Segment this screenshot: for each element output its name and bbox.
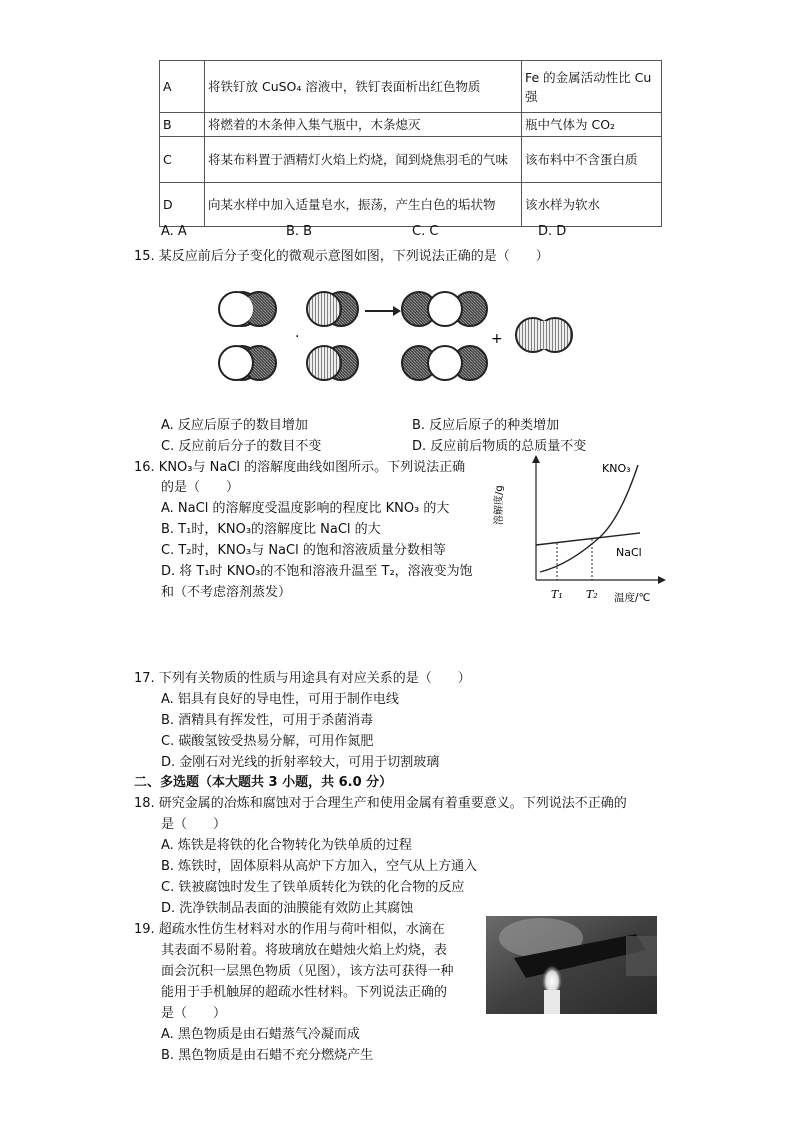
q16-option-d-cont: 和（不考虑溶剂蒸发） xyxy=(161,585,292,600)
q17-option-b[interactable]: B. 酒精具有挥发性，可用于杀菌消毒 xyxy=(161,713,374,728)
molecule-product-1 xyxy=(402,292,487,380)
reaction-arrow xyxy=(365,306,401,316)
q15-option-d[interactable]: D. 反应前后物质的总质量不变 xyxy=(412,439,587,454)
q19-option-b[interactable]: B. 黑色物质是由石蜡不充分燃烧产生 xyxy=(161,1048,374,1063)
plus-sign: · xyxy=(295,329,300,345)
table-cell-operation: 将燃着的木条伸入集气瓶中，木条熄灭 xyxy=(205,113,522,137)
table-row xyxy=(160,137,662,183)
q16-stem-cont: 的是（ ） xyxy=(161,480,240,495)
table-row xyxy=(160,113,662,137)
q18-option-c[interactable]: C. 铁被腐蚀时发生了铁单质转化为铁的化合物的反应 xyxy=(161,880,465,895)
molecule-reactant-1 xyxy=(219,292,276,380)
q15-option-c[interactable]: C. 反应前后分子的数目不变 xyxy=(161,439,322,454)
q14-option-c[interactable]: C. C xyxy=(412,224,439,239)
candle-photo xyxy=(486,916,657,1014)
table-cell-conclusion: 该水样为软水 xyxy=(522,183,662,227)
q17-stem: 17. 下列有关物质的性质与用途具有对应关系的是（ ） xyxy=(134,671,471,686)
plus-sign: + xyxy=(491,331,503,347)
q17-option-c[interactable]: C. 碳酸氢铵受热易分解，可用作氮肥 xyxy=(161,734,374,749)
legend-nacl: NaCl xyxy=(616,546,642,559)
q18-option-d[interactable]: D. 洗净铁制品表面的油膜能有效防止其腐蚀 xyxy=(161,901,414,916)
q14-option-d[interactable]: D. D xyxy=(538,224,567,239)
table-cell-id: D xyxy=(160,183,205,227)
q14-option-a[interactable]: A. A xyxy=(161,224,187,239)
q17-option-d[interactable]: D. 金刚石对光线的折射率较大，可用于切割玻璃 xyxy=(161,755,440,770)
table-cell-id: A xyxy=(160,61,205,113)
flame xyxy=(542,962,562,994)
table-cell-operation: 将铁钉放 CuSO₄ 溶液中，铁钉表面析出红色物质 xyxy=(205,61,522,113)
q19-stem-line: 能用于手机触屏的超疏水性材料。下列说法正确的 xyxy=(161,985,448,1000)
q15-option-b[interactable]: B. 反应后原子的种类增加 xyxy=(412,418,560,433)
q15-option-a[interactable]: A. 反应后原子的数目增加 xyxy=(161,418,308,433)
table-cell-conclusion: 该布料中不含蛋白质 xyxy=(522,137,662,183)
molecule-reactant-2 xyxy=(307,292,358,380)
table-cell-conclusion: Fe 的金属活动性比 Cu 强 xyxy=(522,61,662,113)
experiment-table xyxy=(159,60,662,227)
legend-kno3: KNO₃ xyxy=(602,462,631,475)
q16-option-a[interactable]: A. NaCl 的溶解度受温度影响的程度比 KNO₃ 的大 xyxy=(161,501,450,516)
solubility-chart xyxy=(494,455,670,610)
x-axis-arrow xyxy=(658,576,666,584)
q14-option-b[interactable]: B. B xyxy=(286,224,313,239)
table-row xyxy=(160,61,662,113)
q17-option-a[interactable]: A. 铝具有良好的导电性，可用于制作电线 xyxy=(161,692,399,707)
x-axis-label: 温度/℃ xyxy=(614,592,651,604)
q19-stem-line: 是（ ） xyxy=(161,1006,227,1021)
candle xyxy=(544,990,560,1014)
table-cell-id: B xyxy=(160,113,205,137)
molecule-product-2 xyxy=(516,318,572,352)
y-axis-label: 溶解度/g xyxy=(494,485,505,525)
q18-stem: 18. 研究金属的冶炼和腐蚀对于合理生产和使用金属有着重要意义。下列说法不正确的 xyxy=(134,796,627,811)
q16-option-c[interactable]: C. T₂时，KNO₃与 NaCl 的饱和溶液质量分数相等 xyxy=(161,543,446,558)
q18-option-a[interactable]: A. 炼铁是将铁的化合物转化为铁单质的过程 xyxy=(161,838,412,853)
molecule-diagram xyxy=(215,285,585,390)
q16-option-d[interactable]: D. 将 T₁时 KNO₃的不饱和溶液升温至 T₂，溶液变为饱 xyxy=(161,564,473,579)
q18-option-b[interactable]: B. 炼铁时，固体原料从高炉下方加入，空气从上方通入 xyxy=(161,859,478,874)
q19-option-a[interactable]: A. 黑色物质是由石蜡蒸气冷凝而成 xyxy=(161,1027,360,1042)
q19-stem-line: 面会沉积一层黑色物质（见图），该方法可获得一种 xyxy=(161,964,454,979)
q16-stem: 16. KNO₃与 NaCl 的溶解度曲线如图所示。下列说法正确 xyxy=(134,460,466,475)
tick-label-t2: T₂ xyxy=(586,588,598,601)
q19-stem-line: 其表面不易附着。将玻璃放在蜡烛火焰上灼烧，表 xyxy=(161,943,448,958)
series-line-nacl xyxy=(536,533,640,545)
table-cell-operation: 将某布料置于酒精灯火焰上灼烧，闻到烧焦羽毛的气味 xyxy=(205,137,522,183)
q19-stem: 19. 超疏水性仿生材料对水的作用与荷叶相似，水滴在 xyxy=(134,922,445,937)
table-row xyxy=(160,183,662,227)
q15-stem: 15. 某反应前后分子变化的微观示意图如图，下列说法正确的是（ ） xyxy=(134,249,549,264)
section-heading: 二、多选题（本大题共 3 小题，共 6.0 分） xyxy=(134,775,393,790)
q16-option-b[interactable]: B. T₁时，KNO₃的溶解度比 NaCl 的大 xyxy=(161,522,381,537)
table-cell-id: C xyxy=(160,137,205,183)
tick-label-t1: T₁ xyxy=(551,588,563,601)
table-cell-operation: 向某水样中加入适量皂水，振荡，产生白色的垢状物 xyxy=(205,183,522,227)
q18-stem-cont: 是（ ） xyxy=(161,817,227,832)
y-axis-arrow xyxy=(532,455,540,463)
table-cell-conclusion: 瓶中气体为 CO₂ xyxy=(522,113,662,137)
